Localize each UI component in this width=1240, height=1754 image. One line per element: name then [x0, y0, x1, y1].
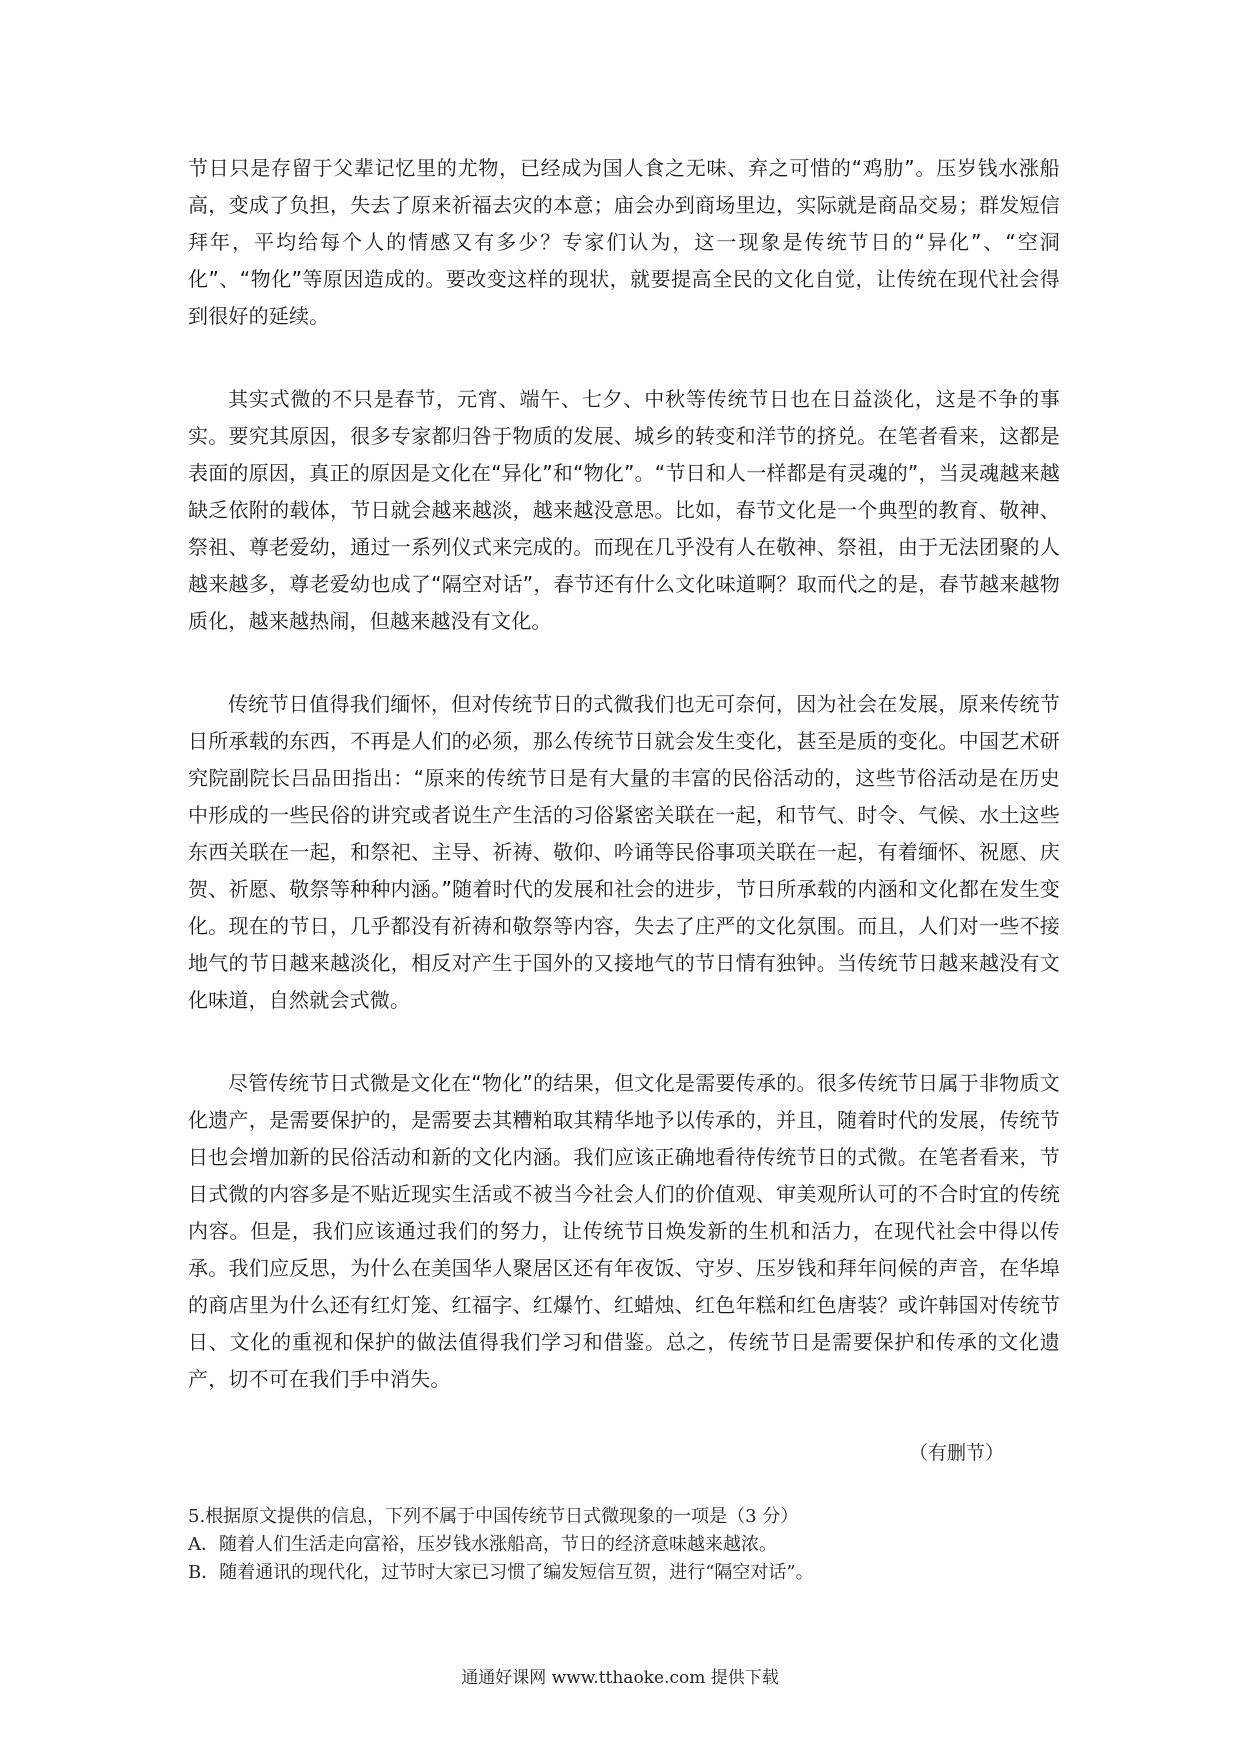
page-footer: 通通好课网 www.tthaoke.com 提供下载: [461, 1668, 779, 1688]
article-paragraph-4: 尽管传统节日式微是文化在“物化”的结果，但文化是需要传承的。很多传统节日属于非物质文化遗产，是需要保护的，是需要去其糟粕取其精华地予以传承的，并且，随着时代的发展，传统节日也会增加新的民俗活动和新的文化内涵。我们应该正确地看待传统节日的式微。在笔者看来，节日式微的内容多是不贴近现实生活或不被当今社会人们的价值观、审美观所认可的不合时宜的传统内容。但是，我们应该通过我们的努力，让传统节日焕发新的生机和活力，在现代社会中得以传承。我们应反思，为什么在美国华人聚居区还有年夜饭、守岁、压岁钱和拜年问候的声音，在华埠的商店里为什么还有红灯笼、红福字、红爆竹、红蜡烛、红色年糕和红色唐装？或许韩国对传统节日、文化的重视和保护的做法值得我们学习和借鉴。总之，传统节日是需要保护和传承的文化遗产，切不可在我们手中消失。: [188, 1071, 1060, 1391]
abridged-note: （有删节）: [908, 1442, 1004, 1464]
question-stem: 5.根据原文提供的信息，下列不属于中国传统节日式微现象的一项是（3 分）: [188, 1506, 799, 1527]
article-body: [188, 150, 1060, 1444]
article-paragraph-3: 传统节日值得我们缅怀，但对传统节日的式微我们也无可奈何，因为社会在发展，原来传统节日所承载的东西，不再是人们的必须，那么传统节日就会发生变化，甚至是质的变化。中国艺术研究院副院长吕品田指出：“原来的传统节日是有大量的丰富的民俗活动的，这些节俗活动是在历史中形成的一些民俗的讲究或者说生产生活的习俗紧密关联在一起，和节气、时令、气候、水土这些东西关联在一起，和祭祀、主导、祈祷、敬仰、吟诵等民俗事项关联在一起，有着缅怀、祝愿、庆贺、祈愿、敬祭等种种内涵。”随着时代的发展和社会的进步，节日所承载的内涵和文化都在发生变化。现在的节日，几乎都没有祈祷和敬祭等内容，失去了庄严的文化氛围。而且，人们对一些不接地气的节日越来越淡化，相反对产生于国外的又接地气的节日情有独钟。当传统节日越来越没有文化味道，自然就会式微。: [188, 692, 1060, 1012]
article-paragraph-1: 节日只是存留于父辈记忆里的尤物，已经成为国人食之无味、弃之可惜的“鸡肋”。压岁钱水涨船高，变成了负担，失去了原来祈福去灾的本意；庙会办到商场里边，实际就是商品交易；群发短信拜年，平均给每个人的情感又有多少？专家们认为，这一现象是传统节日的“异化”、“空洞化”、“物化”等原因造成的。要改变这样的现状，就要提高全民的文化自觉，让传统在现代社会得到很好的延续。: [188, 156, 1060, 328]
question-option-b: B．随着通讯的现代化，过节时大家已习惯了编发短信互贺，进行“隔空对话”。: [188, 1562, 814, 1583]
question-block: [188, 1503, 1068, 1587]
question-option-a: A．随着人们生活走向富裕，压岁钱水涨船高，节日的经济意味越来越浓。: [188, 1534, 777, 1555]
article-paragraph-2: 其实式微的不只是春节，元宵、端午、七夕、中秋等传统节日也在日益淡化，这是不争的事实。要究其原因，很多专家都归咎于物质的发展、城乡的转变和洋节的挤兑。在笔者看来，这都是表面的原因，真正的原因是文化在“异化”和“物化”。“节日和人一样都是有灵魂的”，当灵魂越来越缺乏依附的载体，节日就会越来越淡，越来越没意思。比如，春节文化是一个典型的教育、敬神、祭祖、尊老爱幼，通过一系列仪式来完成的。而现在几乎没有人在敬神、祭祖，由于无法团聚的人越来越多，尊老爱幼也成了“隔空对话”，春节还有什么文化味道啊？取而代之的是，春节越来越物质化，越来越热闹，但越来越没有文化。: [188, 387, 1060, 633]
